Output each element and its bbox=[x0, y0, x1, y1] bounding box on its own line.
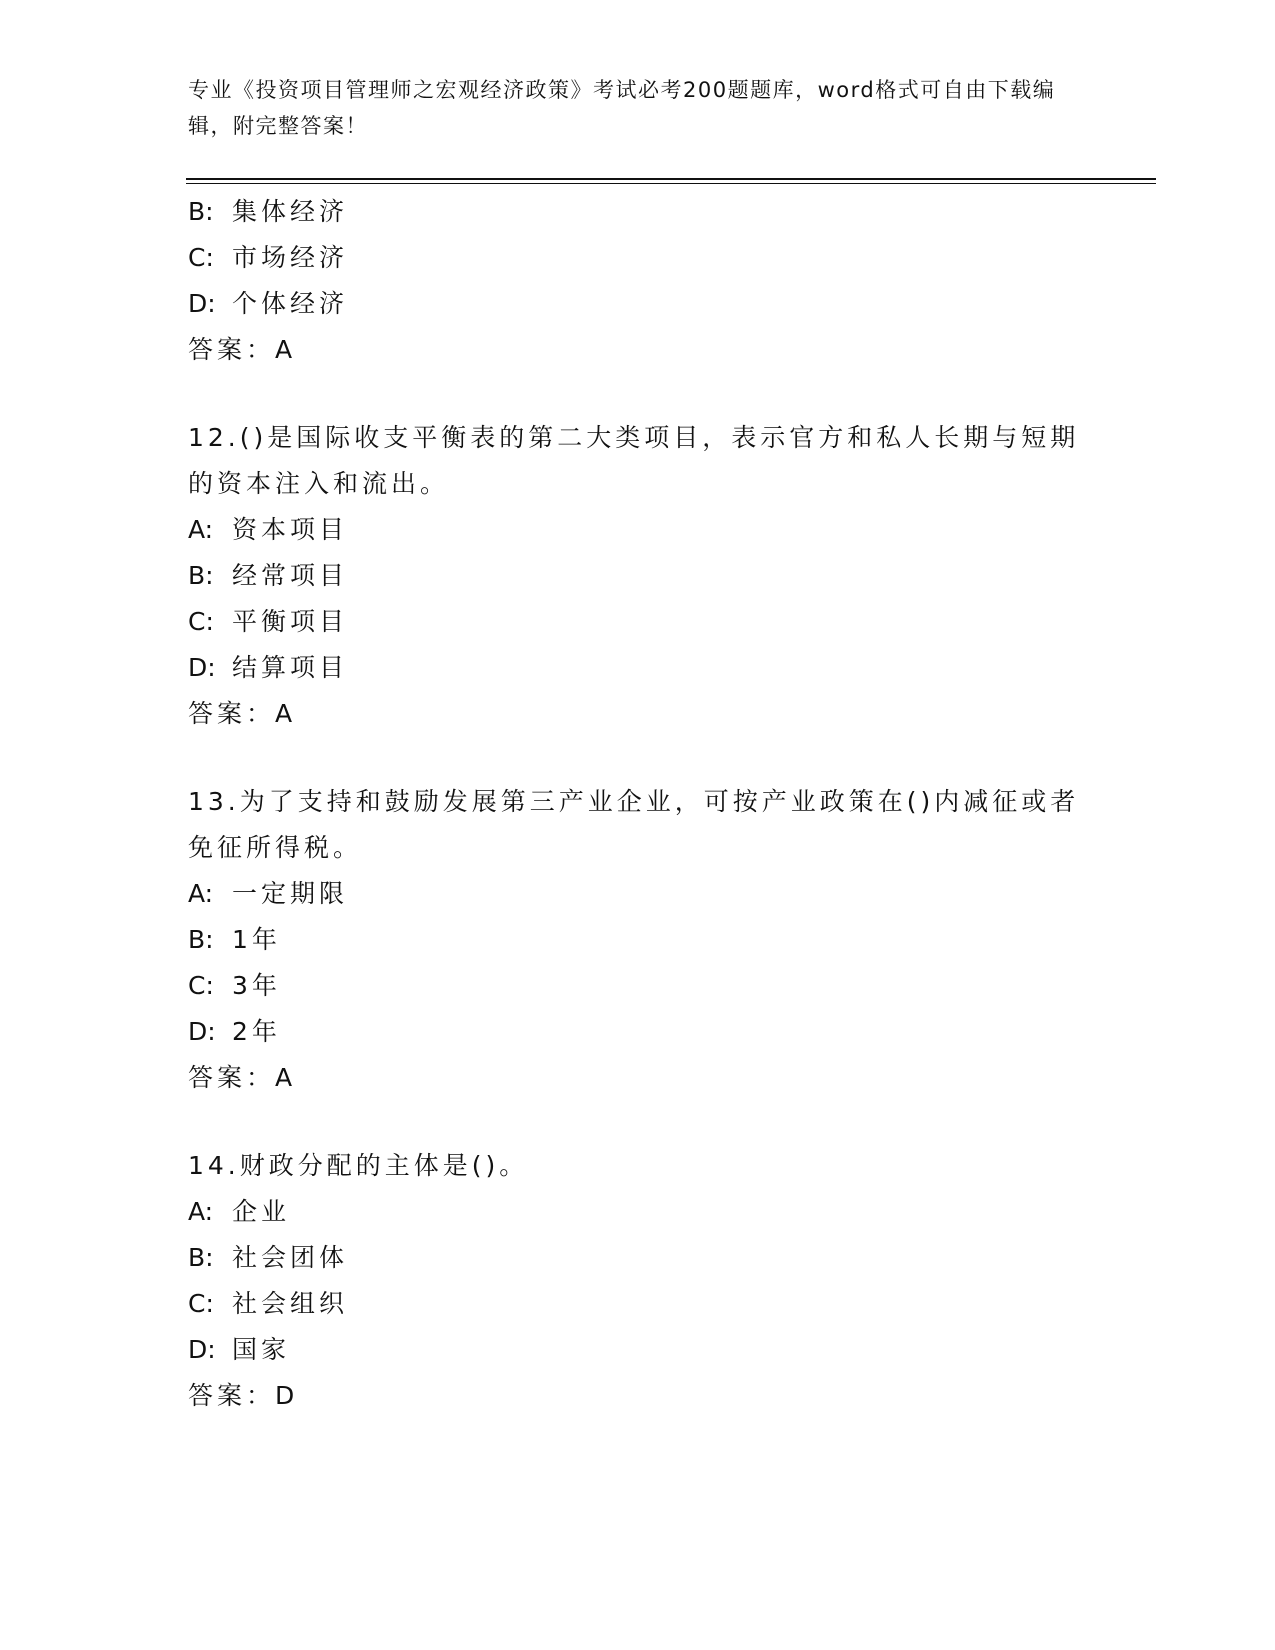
option-text: 市场经济 bbox=[232, 243, 349, 272]
option-text: 结算项目 bbox=[232, 653, 349, 682]
question-stem-line1: 为了支持和鼓励发展第三产业企业，可按产业政策在()内减征或者 bbox=[239, 787, 1080, 816]
option-letter: C: bbox=[188, 243, 214, 272]
option-letter: A: bbox=[188, 879, 214, 908]
question-12 bbox=[188, 415, 1088, 737]
option-text: 社会组织 bbox=[232, 1289, 349, 1318]
option-letter: C: bbox=[188, 971, 214, 1000]
option-row bbox=[188, 871, 1088, 917]
question-number: 12. bbox=[188, 423, 240, 452]
option-text: 一定期限 bbox=[232, 879, 349, 908]
option-row bbox=[188, 917, 1088, 963]
option-letter: D: bbox=[188, 289, 216, 318]
option-letter: B: bbox=[188, 561, 214, 590]
option-text: 社会团体 bbox=[232, 1243, 349, 1272]
question-stem bbox=[188, 779, 1088, 825]
question-list bbox=[188, 189, 1088, 1419]
option-text: 集体经济 bbox=[232, 197, 349, 226]
option-text: 3年 bbox=[232, 971, 281, 1000]
option-row bbox=[188, 1189, 1088, 1235]
question-fragment bbox=[188, 189, 1088, 373]
option-row bbox=[188, 963, 1088, 1009]
option-letter: C: bbox=[188, 1289, 214, 1318]
option-row bbox=[188, 189, 1088, 235]
option-text: 个体经济 bbox=[232, 289, 349, 318]
option-row bbox=[188, 645, 1088, 691]
option-letter: D: bbox=[188, 653, 216, 682]
answer-line: 答案：D bbox=[188, 1381, 299, 1410]
option-row bbox=[188, 281, 1088, 327]
option-text: 1年 bbox=[232, 925, 281, 954]
question-stem bbox=[188, 415, 1088, 461]
option-letter: D: bbox=[188, 1335, 216, 1364]
option-letter: A: bbox=[188, 515, 214, 544]
option-text: 经常项目 bbox=[232, 561, 349, 590]
option-row bbox=[188, 235, 1088, 281]
option-text: 资本项目 bbox=[232, 515, 349, 544]
question-stem-line1: ()是国际收支平衡表的第二大类项目，表示官方和私人长期与短期 bbox=[239, 423, 1080, 452]
question-number: 14. bbox=[188, 1151, 240, 1180]
option-letter: B: bbox=[188, 1243, 214, 1272]
answer-line: 答案：A bbox=[188, 699, 297, 728]
option-text: 平衡项目 bbox=[232, 607, 349, 636]
question-14 bbox=[188, 1143, 1088, 1419]
option-letter: A: bbox=[188, 1197, 214, 1226]
option-row bbox=[188, 1327, 1088, 1373]
option-letter: C: bbox=[188, 607, 214, 636]
question-stem-line1: 财政分配的主体是()。 bbox=[239, 1151, 529, 1180]
option-row bbox=[188, 553, 1088, 599]
question-stem bbox=[188, 1143, 1088, 1189]
option-row bbox=[188, 599, 1088, 645]
option-letter: D: bbox=[188, 1017, 216, 1046]
question-stem-line2: 的资本注入和流出。 bbox=[188, 469, 450, 498]
option-row bbox=[188, 1235, 1088, 1281]
answer-line: 答案：A bbox=[188, 335, 297, 364]
option-letter: B: bbox=[188, 925, 214, 954]
question-stem-line2: 免征所得税。 bbox=[188, 833, 363, 862]
question-13 bbox=[188, 779, 1088, 1101]
option-text: 企业 bbox=[232, 1197, 291, 1226]
document-header: 专业《投资项目管理师之宏观经济政策》考试必考200题题库，word格式可自由下载编辑，附完整答案！ bbox=[188, 78, 1056, 138]
header-divider-thick bbox=[186, 178, 1156, 180]
option-row bbox=[188, 507, 1088, 553]
option-text: 2年 bbox=[232, 1017, 281, 1046]
option-row bbox=[188, 1281, 1088, 1327]
header-divider-thin bbox=[186, 183, 1156, 184]
question-number: 13. bbox=[188, 787, 240, 816]
option-text: 国家 bbox=[232, 1335, 291, 1364]
answer-line: 答案：A bbox=[188, 1063, 297, 1092]
option-row bbox=[188, 1009, 1088, 1055]
option-letter: B: bbox=[188, 197, 214, 226]
